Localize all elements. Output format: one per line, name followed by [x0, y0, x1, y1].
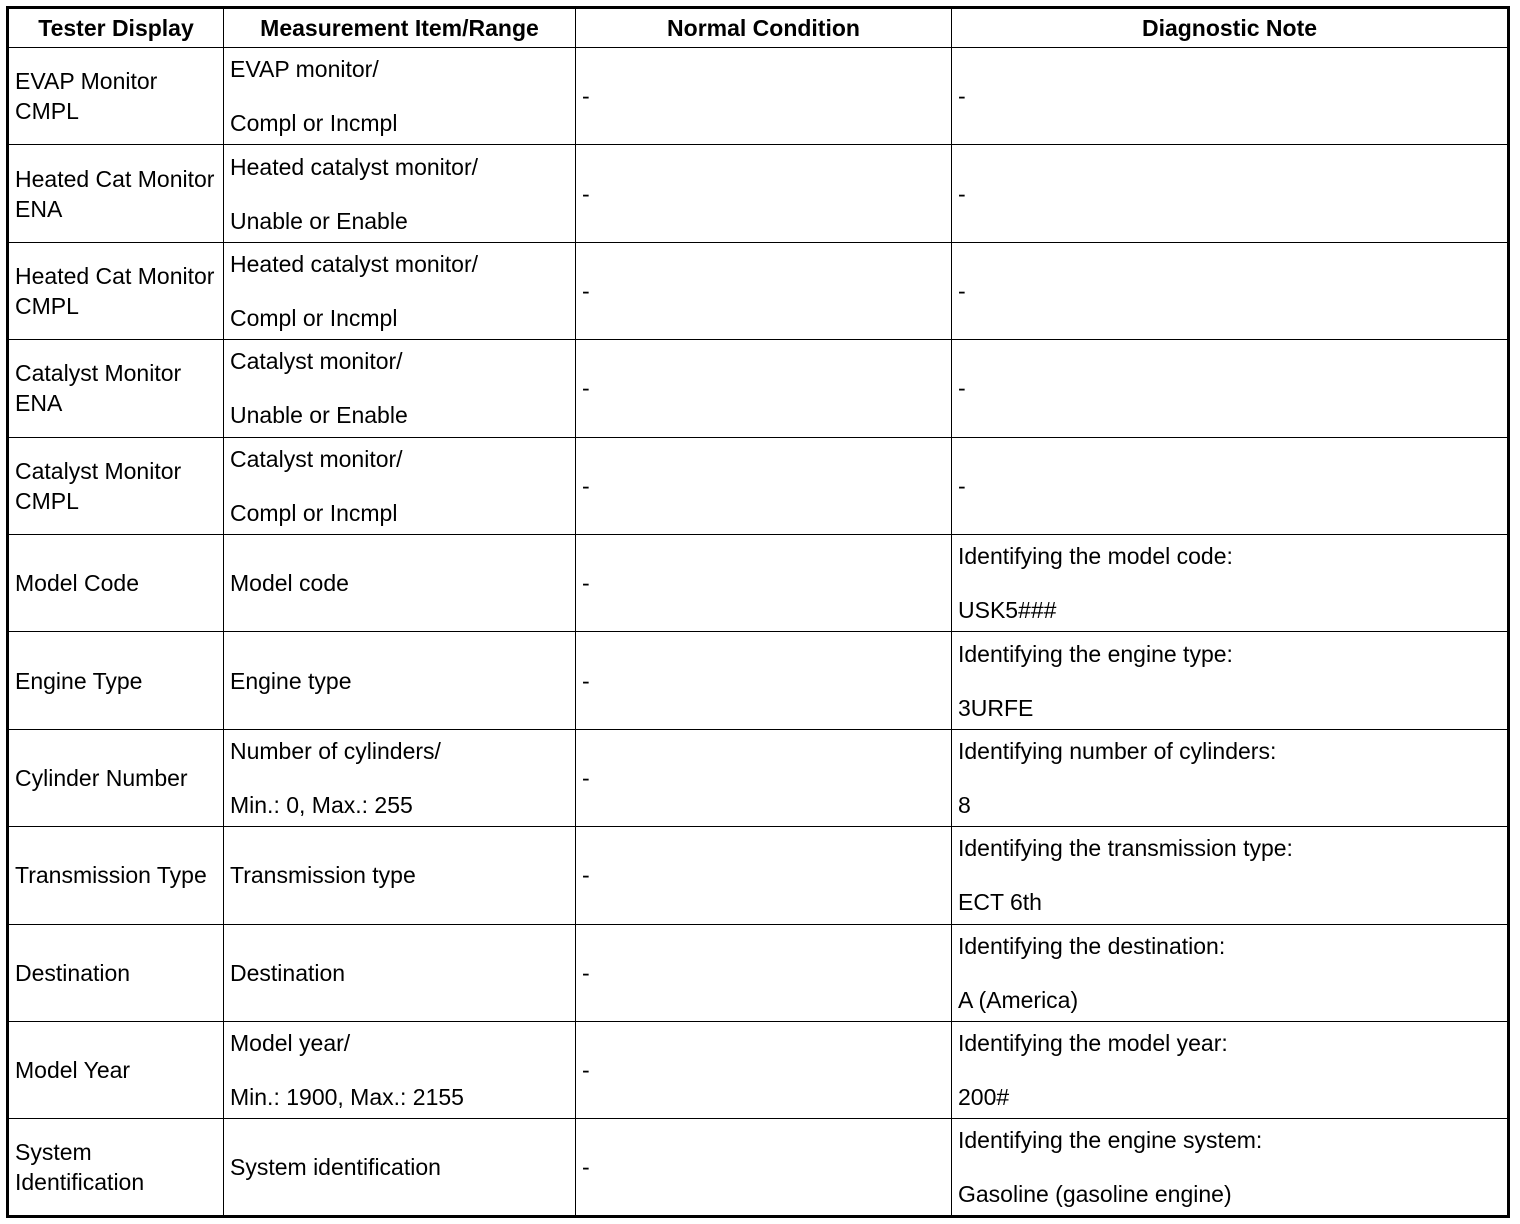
measurement-item-cell	[224, 242, 576, 339]
cell-lines	[958, 1029, 1501, 1111]
table-row	[8, 632, 1509, 729]
tester-data-table	[6, 6, 1510, 1218]
normal-condition-text: -	[582, 472, 590, 499]
normal-condition-cell	[576, 242, 952, 339]
normal-condition-text: -	[582, 278, 590, 305]
diagnostic-note-cell	[952, 729, 1509, 826]
table-row	[8, 1022, 1509, 1119]
measurement-item-cell	[224, 48, 576, 145]
tester-display-cell	[8, 1119, 224, 1217]
cell-line: ECT 6th	[958, 889, 1042, 916]
normal-condition-cell	[576, 924, 952, 1021]
normal-condition-cell	[576, 48, 952, 145]
tester-display-text: EVAP Monitor CMPL	[15, 68, 158, 125]
header-diagnostic-note: Diagnostic Note	[952, 8, 1509, 48]
measurement-item-cell	[224, 827, 576, 924]
cell-lines	[958, 1126, 1501, 1208]
diagnostic-note-cell	[952, 340, 1509, 437]
tester-display-text: Model Year	[15, 1057, 131, 1084]
measurement-item-cell	[224, 729, 576, 826]
normal-condition-text: -	[582, 667, 590, 694]
cell-line: Identifying the transmission type:	[958, 835, 1293, 862]
cell-text: Transmission type	[230, 862, 416, 889]
header-measurement-item: Measurement Item/Range	[224, 8, 576, 48]
normal-condition-cell	[576, 1022, 952, 1119]
normal-condition-cell	[576, 535, 952, 632]
cell-text: -	[958, 180, 966, 207]
measurement-item-cell	[224, 924, 576, 1021]
cell-lines	[230, 347, 569, 429]
tester-display-text: Engine Type	[15, 667, 143, 694]
measurement-item-cell	[224, 145, 576, 242]
cell-text: -	[958, 472, 966, 499]
cell-line: Compl or Incmpl	[230, 305, 398, 332]
normal-condition-cell	[576, 827, 952, 924]
measurement-item-cell	[224, 340, 576, 437]
tester-display-cell	[8, 242, 224, 339]
table-row	[8, 242, 1509, 339]
normal-condition-text: -	[582, 862, 590, 889]
cell-lines	[230, 445, 569, 527]
table-row	[8, 48, 1509, 145]
cell-line: Unable or Enable	[230, 402, 408, 429]
tester-display-cell	[8, 437, 224, 534]
measurement-item-cell	[224, 437, 576, 534]
measurement-item-cell	[224, 1022, 576, 1119]
table-row	[8, 535, 1509, 632]
tester-display-text: Model Code	[15, 570, 140, 597]
cell-line: EVAP monitor/	[230, 56, 379, 83]
tester-display-text: Catalyst Monitor CMPL	[15, 457, 182, 514]
tester-display-cell	[8, 340, 224, 437]
cell-line: Identifying the model year:	[958, 1030, 1228, 1057]
header-tester-display: Tester Display	[8, 8, 224, 48]
cell-lines	[230, 737, 569, 819]
normal-condition-cell	[576, 437, 952, 534]
tester-display-text: Heated Cat Monitor ENA	[15, 165, 215, 222]
cell-line: Catalyst monitor/	[230, 445, 403, 472]
tester-display-cell	[8, 145, 224, 242]
table-row	[8, 924, 1509, 1021]
cell-text: -	[958, 375, 966, 402]
cell-line: Identifying the engine system:	[958, 1127, 1263, 1154]
cell-lines	[958, 640, 1501, 722]
cell-lines	[230, 153, 569, 235]
cell-lines	[958, 542, 1501, 624]
tester-display-text: Catalyst Monitor ENA	[15, 360, 182, 417]
cell-line: Identifying the destination:	[958, 932, 1226, 959]
table-body	[8, 48, 1509, 1217]
measurement-item-cell	[224, 535, 576, 632]
normal-condition-cell	[576, 1119, 952, 1217]
table-row	[8, 827, 1509, 924]
cell-line: Heated catalyst monitor/	[230, 251, 479, 278]
normal-condition-cell	[576, 632, 952, 729]
cell-text: -	[958, 278, 966, 305]
normal-condition-cell	[576, 145, 952, 242]
normal-condition-text: -	[582, 1154, 590, 1181]
diagnostic-note-cell	[952, 1119, 1509, 1217]
diagnostic-note-cell	[952, 924, 1509, 1021]
normal-condition-text: -	[582, 1057, 590, 1084]
diagnostic-note-cell	[952, 827, 1509, 924]
diagnostic-note-cell	[952, 242, 1509, 339]
diagnostic-note-cell	[952, 535, 1509, 632]
diagnostic-note-cell	[952, 1022, 1509, 1119]
table-row	[8, 729, 1509, 826]
cell-line: Compl or Incmpl	[230, 499, 398, 526]
cell-line: Number of cylinders/	[230, 738, 441, 765]
table-row	[8, 340, 1509, 437]
cell-line: Min.: 1900, Max.: 2155	[230, 1084, 464, 1111]
cell-text: Model code	[230, 570, 349, 597]
normal-condition-text: -	[582, 959, 590, 986]
diagnostic-note-cell	[952, 48, 1509, 145]
cell-line: Model year/	[230, 1030, 351, 1057]
cell-line: Identifying number of cylinders:	[958, 738, 1277, 765]
tester-display-cell	[8, 924, 224, 1021]
tester-display-cell	[8, 48, 224, 145]
cell-line: Compl or Incmpl	[230, 110, 398, 137]
cell-line: Gasoline (gasoline engine)	[958, 1181, 1232, 1208]
tester-display-cell	[8, 827, 224, 924]
tester-display-text: System Identification	[15, 1139, 145, 1196]
cell-lines	[230, 250, 569, 332]
measurement-item-cell	[224, 632, 576, 729]
diagnostic-note-cell	[952, 145, 1509, 242]
cell-line: Unable or Enable	[230, 207, 408, 234]
cell-line: Identifying the engine type:	[958, 640, 1233, 667]
diagnostic-note-cell	[952, 437, 1509, 534]
cell-line: Min.: 0, Max.: 255	[230, 792, 413, 819]
normal-condition-text: -	[582, 765, 590, 792]
table-row	[8, 437, 1509, 534]
cell-text: Destination	[230, 959, 346, 986]
tester-display-text: Heated Cat Monitor CMPL	[15, 263, 215, 320]
cell-lines	[958, 834, 1501, 916]
cell-line: A (America)	[958, 986, 1079, 1013]
header-row	[8, 8, 1509, 48]
tester-display-cell	[8, 729, 224, 826]
tester-display-text: Transmission Type	[15, 862, 207, 889]
cell-line: Identifying the model code:	[958, 543, 1233, 570]
cell-line: Catalyst monitor/	[230, 348, 403, 375]
normal-condition-text: -	[582, 375, 590, 402]
cell-lines	[958, 737, 1501, 819]
cell-lines	[958, 932, 1501, 1014]
normal-condition-text: -	[582, 570, 590, 597]
cell-line: Heated catalyst monitor/	[230, 153, 479, 180]
cell-line: USK5###	[958, 597, 1057, 624]
cell-lines	[230, 1029, 569, 1111]
diagnostic-note-cell	[952, 632, 1509, 729]
header-normal-condition: Normal Condition	[576, 8, 952, 48]
cell-lines	[230, 55, 569, 137]
cell-line: 3URFE	[958, 694, 1034, 721]
tester-display-text: Destination	[15, 959, 131, 986]
table-row	[8, 1119, 1509, 1217]
cell-text: Engine type	[230, 667, 352, 694]
normal-condition-text: -	[582, 180, 590, 207]
tester-display-text: Cylinder Number	[15, 765, 188, 792]
cell-line: 8	[958, 792, 971, 819]
tester-display-cell	[8, 632, 224, 729]
cell-text: -	[958, 83, 966, 110]
normal-condition-text: -	[582, 83, 590, 110]
normal-condition-cell	[576, 729, 952, 826]
tester-display-cell	[8, 1022, 224, 1119]
cell-line: 200#	[958, 1084, 1010, 1111]
measurement-item-cell	[224, 1119, 576, 1217]
tester-display-cell	[8, 535, 224, 632]
table-row	[8, 145, 1509, 242]
normal-condition-cell	[576, 340, 952, 437]
cell-text: System identification	[230, 1154, 441, 1181]
